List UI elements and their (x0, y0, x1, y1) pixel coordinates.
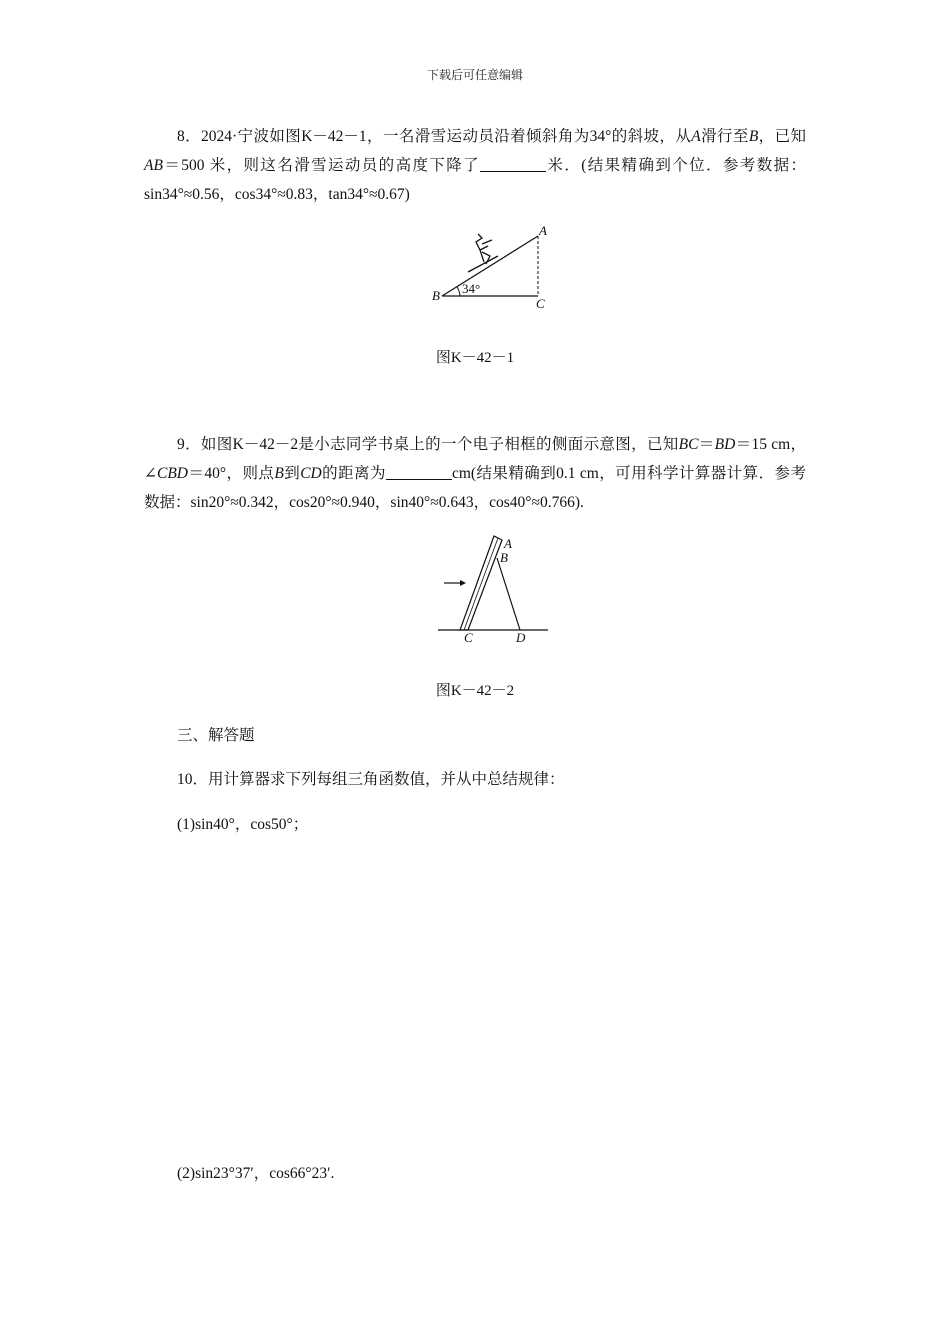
q8-text-3: ，已知 (758, 128, 806, 145)
q8-text-4: ＝500 米，则这名滑雪运动员的高度下降了 (162, 157, 481, 174)
angle-arc (457, 287, 460, 296)
label-a: A (504, 536, 512, 551)
frame-inner-edge (464, 538, 498, 630)
slope-line (442, 236, 538, 296)
q9-text-1: 9．如图K－42－2是小志同学书桌上的一个电子相框的侧面示意图，已知 (177, 436, 679, 453)
question-8 (144, 122, 806, 209)
label-a: A (539, 223, 547, 238)
q8-point-a: A (691, 128, 701, 145)
page-header: 下载后可任意编辑 (426, 68, 523, 82)
q9-segment-bc: BC (678, 436, 699, 453)
arrow-right-icon (444, 580, 466, 586)
label-b: B (432, 288, 440, 303)
q9-text-6: cm(结果精确到0.1 cm，可用科学计算器计算．参考数据：sin20°≈0.342，cos20°≈0.940，sin40°≈0.643，cos40°≈0.766). (144, 465, 806, 511)
section-heading: 三、解答题 (177, 727, 255, 744)
q9-segment-bd: BD (714, 436, 736, 453)
label-c: C (464, 630, 473, 645)
q9-text-2: ＝15 cm，∠ (144, 436, 806, 482)
q9-segment-cd: CD (300, 465, 322, 482)
q9-angle-cbd: CBD (157, 465, 188, 482)
label-d: D (516, 630, 526, 645)
figure-caption-2: 图K－42－2 (435, 683, 515, 699)
q9-answer-blank[interactable] (386, 462, 452, 480)
q8-answer-blank[interactable] (480, 154, 546, 172)
q9-equals: ＝ (698, 436, 715, 453)
question-10-stem: 10．用计算器求下列每组三角函数值，并从中总结规律： (177, 771, 565, 788)
figure-k42-1 (420, 222, 560, 314)
q8-point-b: B (748, 128, 759, 145)
label-c: C (536, 296, 545, 311)
q8-text-1: 8．2024·宁波如图K－42－1，一名滑雪运动员沿着倾斜角为34°的斜坡，从 (177, 128, 692, 145)
angle-label: 34° (462, 281, 481, 296)
skier-icon (468, 234, 498, 272)
q9-point-b: B (274, 465, 284, 482)
q9-text-3: ＝40°，则点 (188, 465, 275, 482)
q9-text-5: 的距离为 (321, 465, 386, 482)
q8-text-2: 滑行至 (700, 128, 749, 145)
q8-text-5: 米．(结果精确到个位．参考数据：sin34°≈0.56，cos34°≈0.83，tan34°≈0.67) (144, 157, 806, 203)
question-9 (144, 430, 806, 517)
question-10-part-1: (1)sin40°，cos50°； (177, 816, 309, 833)
question-10-part-2: (2)sin23°37′，cos66°23′. (177, 1165, 335, 1182)
label-b: B (500, 550, 508, 565)
support-bd (497, 558, 520, 630)
figure-caption-1: 图K－42－1 (435, 350, 515, 366)
q9-text-4: 到 (283, 465, 301, 482)
figure-k42-2 (430, 528, 560, 648)
q8-segment-ab: AB (144, 157, 163, 174)
